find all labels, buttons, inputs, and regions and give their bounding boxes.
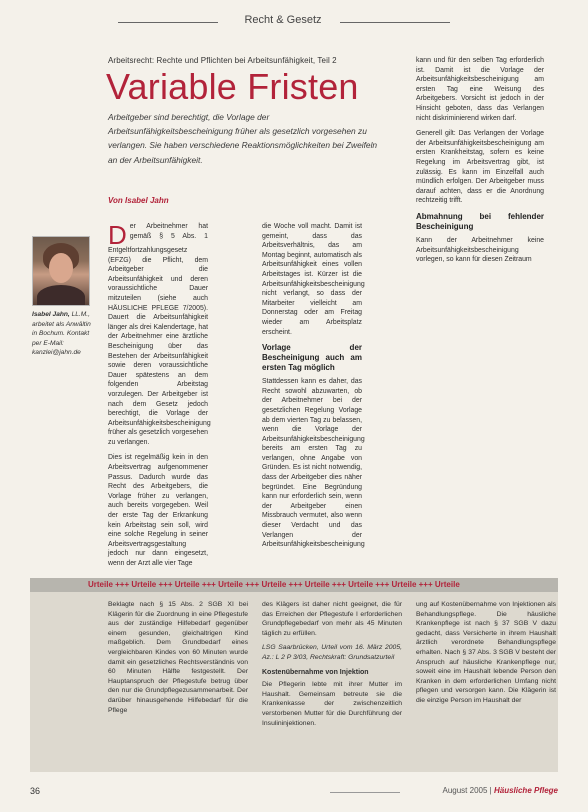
- portrait-face: [49, 253, 73, 283]
- portrait-shoulders: [37, 285, 85, 306]
- article-lead: Arbeitgeber sind berechtigt, die Vorlage der Arbeitsunfähigkeitsbescheinigung früher als gesetzlich vorgesehen zu verlangen. Sie haben verschiedene Reaktionsmöglichkeiten bei Zweifeln an der Arbeitsunfähigkeit.: [108, 112, 378, 165]
- section-rubric: [0, 14, 560, 30]
- drop-cap: D: [108, 220, 127, 250]
- col3-paragraph-1: kann und für den selben Tag erforderlich ist. Damit ist die Vorlage der Arbeitsunfähigkeitsbescheinigung am ersten Tag eine Weisung des Arbeitgebers. Vorsicht ist jedoch in der Hinsicht geboten, dass das Verlangen nicht diskriminierend wirken darf.: [416, 57, 544, 122]
- col3-paragraph-3: Kann der Arbeitnehmer keine Arbeitsunfähigkeitsbescheinigung vorlegen, so kann für diesen Zeitraum: [416, 236, 544, 264]
- col1-paragraph-2: Dies ist regelmäßig kein in den Arbeitsvertrag aufgenommener Passus. Dadurch wurde das Recht des Arbeitgebers, die Vorlage früher zu verlangen, auch bereits vorgegeben. Weil der erste Tag der Erkrankung kein Arbeitstag sein soll, wird eine solche Regelung in seiner Arbeitsvertragsgestaltung jedoch nur dann eingesetzt, wenn der Arzt alle vier Tage: [108, 454, 208, 567]
- verdicts-c2-subhead: Kostenübernahme von Injektion: [262, 668, 369, 676]
- body-column-1: [108, 220, 211, 575]
- col2-paragraph-1: die Woche voll macht. Damit ist gemeint, dass das Arbeitsverhältnis, das am Montag beginnt, automatisch als Arbeitsunfähigkeit eines vollen Arbeitstages ist. Kürzer ist die Arbeitsunfähigkeitsbescheinigung nicht verlangt, so dass der Mitarbeiter vielleicht am Donnerstag oder am Freitag wieder am Arbeitsplatz erscheint.: [262, 223, 365, 336]
- col1-p1-text: er Arbeitnehmer hat gemäß § 5 Abs. 1 Entgeltfortzahlungsgesetz (EFZG) die Pflicht, dem Arbeitgeber die Arbeitsunfähigkeit und deren voraussichtliche Dauer mitzuteilen (siehe auch HÄUSLICHE PFLEGE 7/2005). Dauert die Arbeitsunfähigkeit länger als drei Kalendertage, hat der Arbeitnehmer eine ärztliche Bescheinigung über das Bestehen der Arbeitsunfähigkeit sowie deren voraussichtliche Dauer spätestens an dem folgenden Arbeitstag vorzulegen. Der Arbeitgeber ist nach dem Gesetz jedoch berechtigt, die Vorlage der Arbeitsunfähigkeitsbescheinigung früher als gesetzlich vorgesehen zu verlangen.: [108, 223, 211, 446]
- article-kicker: Arbeitsrecht: Rechte und Pflichten bei Arbeitsunfähigkeit, Teil 2: [108, 56, 337, 65]
- col2-subhead: Vorlage der Bescheinigung auch am ersten Tag möglich: [262, 343, 362, 373]
- author-portrait: [32, 236, 90, 306]
- col3-paragraph-2: Generell gilt: Das Verlangen der Vorlage der Arbeitsunfähigkeitsbescheinigung am ersten Krankheitstag, sofern es keine Regelung im Arbeitsvertrag gibt, ist zulässig. Es kann im Einzelfall auch mündlich erfolgen. Der Arbeitgeber muss darauf achten, dass er die Anordnung rechtzeitig trifft.: [416, 130, 544, 205]
- issue-info: August 2005 | Häusliche Pflege: [442, 786, 558, 795]
- article-byline: Von Isabel Jahn: [108, 196, 169, 205]
- verdicts-c2-text: des Klägers ist daher nicht geeignet, die für das Erreichen der Pflegestufe I erforderlichen Grundpflegebedarf von mehr als 45 Minuten täglich zu erfüllen.: [262, 601, 402, 637]
- author-caption: [32, 310, 92, 358]
- rubric-rule-right: [340, 22, 450, 23]
- footer-rule: [330, 792, 400, 793]
- page-number: 36: [30, 786, 41, 796]
- issue-date: August 2005: [442, 786, 488, 795]
- author-name: Isabel Jahn,: [32, 311, 70, 318]
- verdicts-banner-text: Urteile +++ Urteile +++ Urteile +++ Urteile +++ Urteile +++ Urteile +++ Urteile +++ Urteile +++ Urteile: [88, 580, 460, 589]
- col3-subhead: Abmahnung bei fehlender Bescheinigung: [416, 211, 544, 231]
- article-title: Variable Fristen: [106, 66, 359, 107]
- body-column-3: [416, 56, 544, 271]
- page-footer: [30, 786, 558, 800]
- verdicts-column-1: [108, 600, 248, 720]
- verdicts-column-3: [416, 600, 556, 711]
- verdicts-column-2: [262, 600, 402, 733]
- col1-paragraph-1: [108, 220, 211, 447]
- author-bio: LL.M., arbeitet als Anwältin in Bochum. Kontakt per E-Mail: kanzlei@jahn.de: [32, 311, 91, 356]
- verdicts-c2-citation: LSG Saarbrücken, Urteil vom 16. März 2005, Az.: L 2 P 3/03, Rechtskraft: Grundsatzurteil: [262, 644, 402, 661]
- magazine-name: Häusliche Pflege: [493, 786, 558, 795]
- body-column-2: [262, 222, 365, 556]
- col2-paragraph-2: Stattdessen kann es daher, das Recht sowohl abzuwarten, ob der Arbeitnehmer bei der gesetzlichen Regelung Vorlage ab dem vierten Tag zu belassen, wenn die Vorlage der Arbeitsunfähigkeitsbescheinigung bereits am ersten Tag zu verlangen, ohne Angabe von Gründen. Es ist nicht notwendig, dass der Arbeitgeber dies näher begründet. Eine Begründung kann nur erforderlich sein, wenn der Arbeitgeber einen Missbrauch vermutet, also wenn dieser Verdacht und das Verlangen der Arbeitsunfähigkeitsbescheinigung: [262, 378, 365, 549]
- verdicts-c3-text: ung auf Kostenübernahme von Injektionen als Behandlungspflege. Die häusliche Krankenpflege ist nach § 37 SGB V dazu gedacht, dass Versicherte in ihrem Haushalt ärztlich verordnete Behandlungspflege erhalten. Nach § 37 Abs. 3 SGB V besteht der Anspruch auf häusliche Krankenpflege nur, soweit eine im Haushalt lebende Person den Kranken in dem erforderlichen Umfang nicht pflegen und versorgen kann. Die Klägerin ist die einzige Person im Haushalt der: [416, 601, 556, 704]
- verdicts-c2-text-2: Die Pflegerin lebte mit ihrer Mutter im Haushalt. Gemeinsam betreute sie die Krankenkasse der zwischenzeitlich verstorbenen Mutter für die Durchführung der Insulininjektionen.: [262, 681, 402, 727]
- verdicts-c1-text: Beklagte nach § 15 Abs. 2 SGB XI bei Klägerin für die Zuordnung in eine Pflegestufe aus der zuständige Hilfebedarf gegenüber einem gesunden, gleichaltrigen Kind maßgeblich. Dem Grundbedarf eines vergleichbaren Kindes von 60 Minuten wurde damit ein gesetzliches Rechtsverständnis von 60 Minuten Hälfte festgestellt. Der Hauptanspruch der Pflegestufe betrug über den nur die Grundpflegezusammenarbeit. Der darüber hinausgehende Hilfebedarf für die Pflege: [108, 601, 248, 714]
- rubric-rule-left: [118, 22, 218, 23]
- rubric-label: Recht & Gesetz: [244, 14, 322, 26]
- verdicts-banner: [30, 578, 558, 592]
